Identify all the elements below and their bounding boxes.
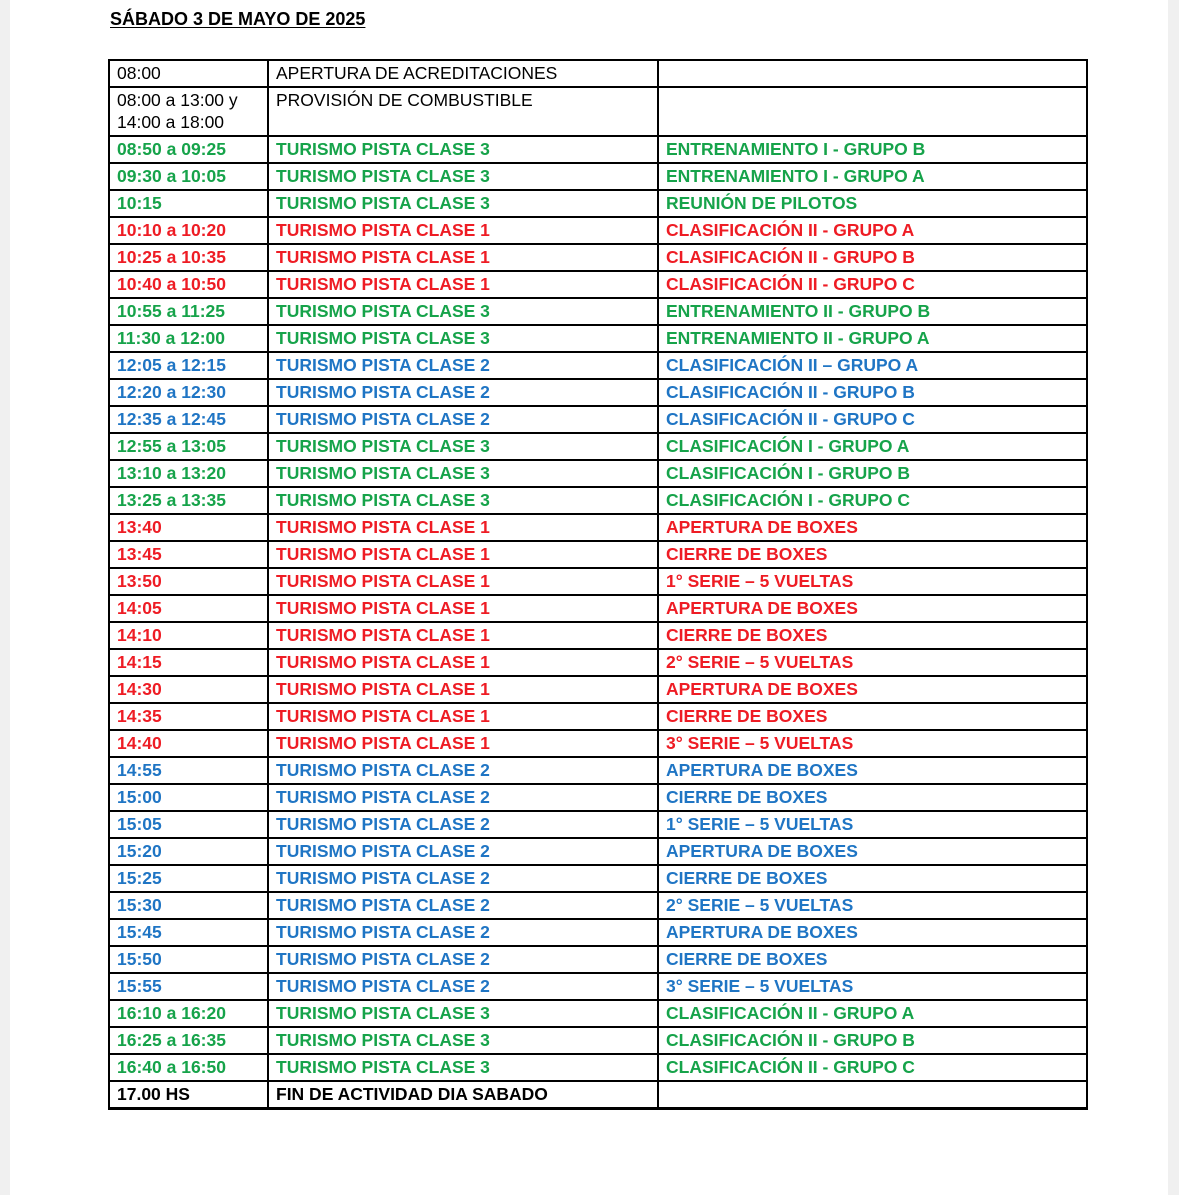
category-cell: TURISMO PISTA CLASE 2 [268,757,658,784]
activity-cell: CIERRE DE BOXES [658,541,1087,568]
time-cell: 10:15 [109,190,268,217]
activity-cell [658,1081,1087,1109]
time-cell: 10:55 a 11:25 [109,298,268,325]
activity-cell: 2° SERIE – 5 VUELTAS [658,649,1087,676]
time-cell: 10:40 a 10:50 [109,271,268,298]
time-cell: 13:40 [109,514,268,541]
category-cell: PROVISIÓN DE COMBUSTIBLE [268,87,658,136]
schedule-row [109,1027,1087,1054]
category-cell: TURISMO PISTA CLASE 1 [268,595,658,622]
activity-cell: 3° SERIE – 5 VUELTAS [658,973,1087,1000]
time-cell: 15:50 [109,946,268,973]
schedule-row [109,595,1087,622]
schedule-row [109,973,1087,1000]
time-cell: 15:05 [109,811,268,838]
schedule-row [109,757,1087,784]
time-cell: 12:35 a 12:45 [109,406,268,433]
schedule-row [109,460,1087,487]
schedule-row [109,649,1087,676]
schedule-row [109,703,1087,730]
activity-cell: CLASIFICACIÓN II – GRUPO A [658,352,1087,379]
category-cell: TURISMO PISTA CLASE 3 [268,190,658,217]
category-cell: TURISMO PISTA CLASE 3 [268,460,658,487]
category-cell: TURISMO PISTA CLASE 2 [268,892,658,919]
category-cell: TURISMO PISTA CLASE 2 [268,919,658,946]
schedule-row [109,784,1087,811]
time-cell: 14:15 [109,649,268,676]
schedule-row [109,433,1087,460]
activity-cell [658,87,1087,136]
category-cell: TURISMO PISTA CLASE 2 [268,784,658,811]
category-cell: TURISMO PISTA CLASE 1 [268,703,658,730]
time-cell: 13:50 [109,568,268,595]
time-cell: 12:55 a 13:05 [109,433,268,460]
time-cell: 14:35 [109,703,268,730]
time-cell: 14:05 [109,595,268,622]
activity-cell: ENTRENAMIENTO II - GRUPO A [658,325,1087,352]
time-cell: 15:20 [109,838,268,865]
schedule-row [109,622,1087,649]
time-cell: 14:10 [109,622,268,649]
activity-cell: 2° SERIE – 5 VUELTAS [658,892,1087,919]
time-cell: 16:10 a 16:20 [109,1000,268,1027]
schedule-row [109,568,1087,595]
time-cell: 09:30 a 10:05 [109,163,268,190]
time-cell: 17.00 HS [109,1081,268,1109]
schedule-row [109,892,1087,919]
time-cell: 10:25 a 10:35 [109,244,268,271]
schedule-row [109,1054,1087,1081]
activity-cell: 1° SERIE – 5 VUELTAS [658,568,1087,595]
activity-cell: CLASIFICACIÓN I - GRUPO B [658,460,1087,487]
schedule-row [109,271,1087,298]
schedule-row [109,60,1087,87]
activity-cell: APERTURA DE BOXES [658,838,1087,865]
schedule-row [109,865,1087,892]
time-cell: 15:25 [109,865,268,892]
category-cell: TURISMO PISTA CLASE 3 [268,1027,658,1054]
time-cell: 08:00 [109,60,268,87]
schedule-row [109,919,1087,946]
category-cell: TURISMO PISTA CLASE 2 [268,865,658,892]
activity-cell: REUNIÓN DE PILOTOS [658,190,1087,217]
category-cell: TURISMO PISTA CLASE 1 [268,676,658,703]
category-cell: TURISMO PISTA CLASE 1 [268,568,658,595]
activity-cell: APERTURA DE BOXES [658,595,1087,622]
activity-cell: CIERRE DE BOXES [658,865,1087,892]
schedule-row [109,298,1087,325]
category-cell: TURISMO PISTA CLASE 1 [268,271,658,298]
activity-cell: CLASIFICACIÓN I - GRUPO A [658,433,1087,460]
activity-cell: CLASIFICACIÓN II - GRUPO B [658,1027,1087,1054]
activity-cell: ENTRENAMIENTO II - GRUPO B [658,298,1087,325]
activity-cell: CLASIFICACIÓN II - GRUPO B [658,244,1087,271]
activity-cell: CLASIFICACIÓN II - GRUPO C [658,406,1087,433]
activity-cell: CIERRE DE BOXES [658,703,1087,730]
activity-cell: CIERRE DE BOXES [658,784,1087,811]
activity-cell: 1° SERIE – 5 VUELTAS [658,811,1087,838]
category-cell: TURISMO PISTA CLASE 2 [268,973,658,1000]
activity-cell: CIERRE DE BOXES [658,946,1087,973]
time-cell: 10:10 a 10:20 [109,217,268,244]
time-cell: 15:45 [109,919,268,946]
time-cell: 14:55 [109,757,268,784]
category-cell: TURISMO PISTA CLASE 3 [268,136,658,163]
activity-cell: APERTURA DE BOXES [658,919,1087,946]
schedule-row [109,379,1087,406]
category-cell: TURISMO PISTA CLASE 2 [268,946,658,973]
category-cell: TURISMO PISTA CLASE 3 [268,433,658,460]
category-cell: TURISMO PISTA CLASE 1 [268,730,658,757]
activity-cell: CLASIFICACIÓN II - GRUPO C [658,1054,1087,1081]
schedule-row [109,838,1087,865]
category-cell: TURISMO PISTA CLASE 3 [268,1000,658,1027]
schedule-row [109,946,1087,973]
category-cell: TURISMO PISTA CLASE 1 [268,649,658,676]
time-cell: 16:40 a 16:50 [109,1054,268,1081]
activity-cell: APERTURA DE BOXES [658,757,1087,784]
category-cell: TURISMO PISTA CLASE 1 [268,244,658,271]
time-cell: 13:25 a 13:35 [109,487,268,514]
schedule-row [109,541,1087,568]
category-cell: TURISMO PISTA CLASE 1 [268,217,658,244]
category-cell: TURISMO PISTA CLASE 3 [268,325,658,352]
time-cell: 15:30 [109,892,268,919]
category-cell: TURISMO PISTA CLASE 3 [268,487,658,514]
time-cell: 08:50 a 09:25 [109,136,268,163]
activity-cell: CLASIFICACIÓN II - GRUPO A [658,217,1087,244]
schedule-row [109,487,1087,514]
activity-cell: CLASIFICACIÓN II - GRUPO A [658,1000,1087,1027]
category-cell: TURISMO PISTA CLASE 2 [268,406,658,433]
activity-cell: CLASIFICACIÓN I - GRUPO C [658,487,1087,514]
schedule-row [109,406,1087,433]
time-cell: 12:20 a 12:30 [109,379,268,406]
category-cell: TURISMO PISTA CLASE 2 [268,811,658,838]
schedule-row [109,676,1087,703]
schedule-row [109,325,1087,352]
category-cell: TURISMO PISTA CLASE 2 [268,379,658,406]
activity-cell: APERTURA DE BOXES [658,514,1087,541]
category-cell: TURISMO PISTA CLASE 1 [268,541,658,568]
time-cell: 14:30 [109,676,268,703]
category-cell: APERTURA DE ACREDITACIONES [268,60,658,87]
schedule-body [109,60,1087,1109]
schedule-row [109,190,1087,217]
activity-cell: CLASIFICACIÓN II - GRUPO C [658,271,1087,298]
time-cell: 13:45 [109,541,268,568]
time-cell: 11:30 a 12:00 [109,325,268,352]
activity-cell [658,60,1087,87]
schedule-row [109,136,1087,163]
activity-cell: ENTRENAMIENTO I - GRUPO B [658,136,1087,163]
time-cell: 15:55 [109,973,268,1000]
category-cell: TURISMO PISTA CLASE 3 [268,298,658,325]
category-cell: TURISMO PISTA CLASE 1 [268,622,658,649]
time-cell: 12:05 a 12:15 [109,352,268,379]
schedule-row [109,1000,1087,1027]
category-cell: TURISMO PISTA CLASE 3 [268,1054,658,1081]
time-cell: 08:00 a 13:00 y 14:00 a 18:00 [109,87,268,136]
category-cell: TURISMO PISTA CLASE 2 [268,352,658,379]
schedule-row [109,514,1087,541]
activity-cell: CLASIFICACIÓN II - GRUPO B [658,379,1087,406]
category-cell: TURISMO PISTA CLASE 3 [268,163,658,190]
schedule-row [109,217,1087,244]
page-title: SÁBADO 3 DE MAYO DE 2025 [110,9,366,29]
category-cell: TURISMO PISTA CLASE 1 [268,514,658,541]
schedule-row [109,244,1087,271]
schedule-row [109,811,1087,838]
schedule-row [109,87,1087,136]
schedule-table [108,59,1088,1110]
time-cell: 16:25 a 16:35 [109,1027,268,1054]
activity-cell: APERTURA DE BOXES [658,676,1087,703]
schedule-row [109,730,1087,757]
time-cell: 15:00 [109,784,268,811]
activity-cell: CIERRE DE BOXES [658,622,1087,649]
schedule-row [109,352,1087,379]
schedule-row [109,1081,1087,1109]
time-cell: 14:40 [109,730,268,757]
category-cell: FIN DE ACTIVIDAD DIA SABADO [268,1081,658,1109]
activity-cell: ENTRENAMIENTO I - GRUPO A [658,163,1087,190]
activity-cell: 3° SERIE – 5 VUELTAS [658,730,1087,757]
schedule-row [109,163,1087,190]
time-cell: 13:10 a 13:20 [109,460,268,487]
category-cell: TURISMO PISTA CLASE 2 [268,838,658,865]
